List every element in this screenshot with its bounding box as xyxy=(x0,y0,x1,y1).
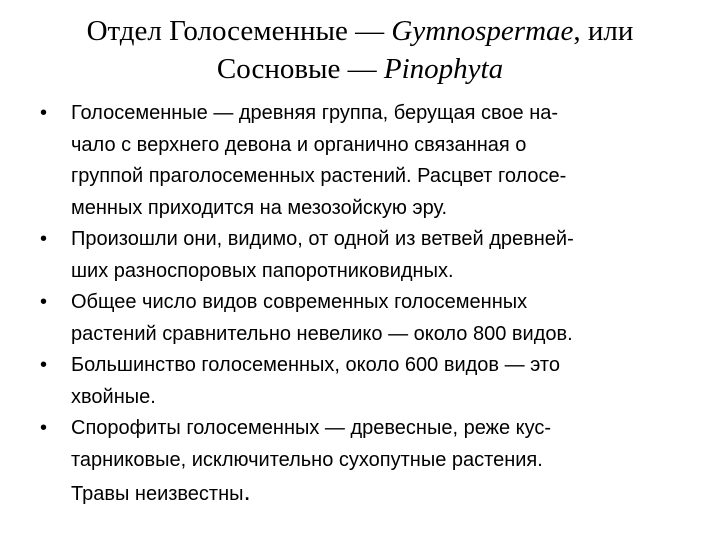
bullet-item xyxy=(40,98,700,224)
bullet-list xyxy=(40,98,700,511)
bullet-marker: • xyxy=(40,417,48,439)
title-line-2 xyxy=(20,50,700,88)
bullet-text-line: Голосеменные — древняя группа, берущая свое на- xyxy=(71,102,559,124)
bullet-marker: • xyxy=(40,354,48,376)
slide-title xyxy=(20,12,700,88)
final-period: . xyxy=(243,476,251,506)
bullet-item xyxy=(40,287,700,350)
bullet-marker: • xyxy=(40,102,48,124)
bullet-text-line: Произошли они, видимо, от одной из ветвей древней- xyxy=(71,228,574,250)
bullet-text-fragment: Травы неизвестны xyxy=(71,483,244,505)
title-line-1 xyxy=(20,12,700,50)
bullet-marker: • xyxy=(40,228,48,250)
bullet-item xyxy=(40,350,700,413)
bullet-text-line: Общее число видов современных голосеменных xyxy=(71,291,528,313)
bullet-text-line: растений сравнительно невелико — около 800 видов. xyxy=(71,322,573,345)
bullet-text-line: тарниковые, исключительно сухопутные растения. xyxy=(71,448,543,471)
bullet-text-line-last xyxy=(71,476,700,511)
title-line-2-prefix: Сосновые — xyxy=(216,53,384,85)
title-line-1-prefix: Отдел Голосеменные — xyxy=(86,15,392,47)
title-latin-name-2: Pinophyta xyxy=(383,53,504,85)
bullet-text-line: ших разноспоровых папоротниковидных. xyxy=(71,259,454,282)
bullet-item xyxy=(40,224,700,287)
title-line-1-suffix: , или xyxy=(573,15,634,47)
bullet-item xyxy=(40,413,700,511)
bullet-marker: • xyxy=(40,291,48,313)
bullet-text-line: Большинство голосеменных, около 600 видов — это xyxy=(71,354,560,376)
bullet-text-line: группой праголосеменных растений. Расцвет голосе- xyxy=(71,165,567,187)
bullet-text-line: Спорофиты голосеменных — древесные, реже кус- xyxy=(71,417,552,439)
bullet-text-line: хвойные. xyxy=(71,385,156,408)
bullet-text-line: чало с верхнего девона и органично связанная о xyxy=(71,133,527,156)
title-latin-name-1: Gymnospermae xyxy=(391,15,574,47)
bullet-text-line: менных приходится на мезозойскую эру. xyxy=(71,196,448,219)
